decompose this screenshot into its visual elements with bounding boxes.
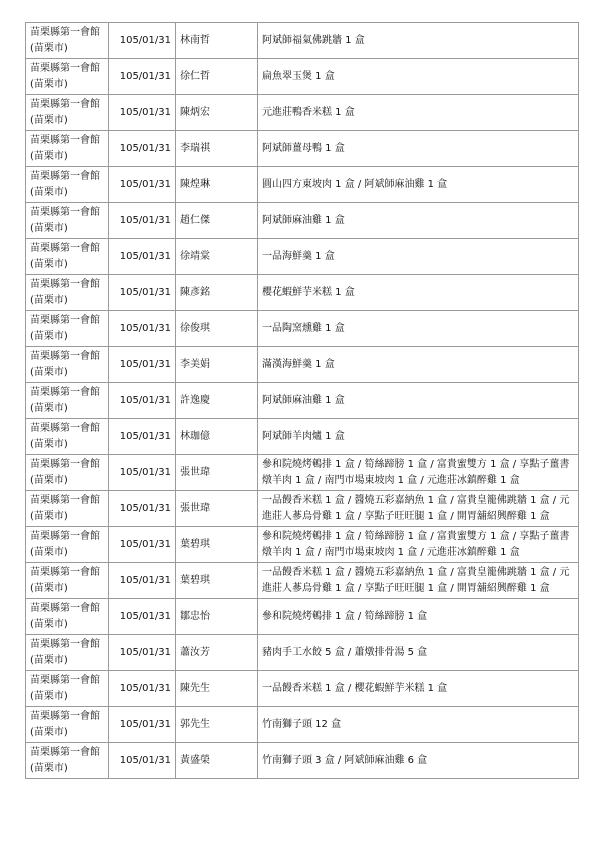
- venue-cell: [26, 275, 109, 311]
- table-row: [26, 563, 579, 599]
- venue-cell: [26, 743, 109, 779]
- date-cell: 105/01/31: [109, 527, 176, 563]
- date-cell: 105/01/31: [109, 383, 176, 419]
- order-items-cell: 阿斌師麻油雞 1 盒: [258, 203, 579, 239]
- table-row: [26, 455, 579, 491]
- venue-cell: [26, 347, 109, 383]
- venue-name: 苗栗縣第一會館: [30, 98, 100, 110]
- venue-cell: [26, 311, 109, 347]
- order-items-cell: 一品陶窯燻雞 1 盒: [258, 311, 579, 347]
- table-row: [26, 23, 579, 59]
- table-row: [26, 239, 579, 275]
- venue-name: 苗栗縣第一會館: [30, 386, 100, 398]
- venue-city: (苗栗市): [30, 114, 68, 126]
- customer-name-cell: 許逸慶: [176, 383, 258, 419]
- customer-name-cell: 林珈億: [176, 419, 258, 455]
- venue-cell: [26, 383, 109, 419]
- venue-name: 苗栗縣第一會館: [30, 26, 100, 38]
- venue-cell: [26, 599, 109, 635]
- venue-cell: [26, 95, 109, 131]
- customer-name-cell: 陳炳宏: [176, 95, 258, 131]
- venue-city: (苗栗市): [30, 546, 68, 558]
- venue-name: 苗栗縣第一會館: [30, 710, 100, 722]
- venue-cell: [26, 707, 109, 743]
- order-items-cell: 竹南獅子頭 12 盒: [258, 707, 579, 743]
- order-items-cell: 參和院燒烤鵪排 1 盒 / 筍絲蹄膀 1 盒 / 富貴蜜雙方 1 盒 / 享點子薑書燉羊肉 1 盒 / 南門市場東坡肉 1 盒 / 元進莊冰鎮醉雞 1 盒: [258, 527, 579, 563]
- table-row: [26, 527, 579, 563]
- venue-city: (苗栗市): [30, 402, 68, 414]
- customer-name-cell: 張世瑋: [176, 455, 258, 491]
- table-row: [26, 167, 579, 203]
- venue-city: (苗栗市): [30, 42, 68, 54]
- venue-cell: [26, 419, 109, 455]
- date-cell: 105/01/31: [109, 167, 176, 203]
- date-cell: 105/01/31: [109, 491, 176, 527]
- venue-cell: [26, 203, 109, 239]
- order-items-cell: 阿斌師羊肉爐 1 盒: [258, 419, 579, 455]
- date-cell: 105/01/31: [109, 311, 176, 347]
- table-row: [26, 275, 579, 311]
- venue-name: 苗栗縣第一會館: [30, 674, 100, 686]
- date-cell: 105/01/31: [109, 275, 176, 311]
- order-items-cell: 阿斌師薑母鴨 1 盒: [258, 131, 579, 167]
- order-items-cell: 扁魚翠玉煲 1 盒: [258, 59, 579, 95]
- customer-name-cell: 陳彥銘: [176, 275, 258, 311]
- date-cell: 105/01/31: [109, 707, 176, 743]
- customer-name-cell: 蕭汝芳: [176, 635, 258, 671]
- venue-city: (苗栗市): [30, 366, 68, 378]
- customer-name-cell: 徐俊琪: [176, 311, 258, 347]
- table-row: [26, 635, 579, 671]
- table-row: [26, 599, 579, 635]
- date-cell: 105/01/31: [109, 743, 176, 779]
- venue-name: 苗栗縣第一會館: [30, 458, 100, 470]
- table-row: [26, 347, 579, 383]
- customer-name-cell: 徐仁哲: [176, 59, 258, 95]
- date-cell: 105/01/31: [109, 59, 176, 95]
- venue-name: 苗栗縣第一會館: [30, 350, 100, 362]
- venue-city: (苗栗市): [30, 222, 68, 234]
- order-items-cell: 一品饅香米糕 1 盒 / 醬燒五彩嘉納魚 1 盒 / 富貴皇籠佛跳牆 1 盒 / 元進莊人蔘烏骨雞 1 盒 / 享點子旺旺腿 1 盒 / 開胃舖紹興醉雞 1 盒: [258, 563, 579, 599]
- order-items-cell: 櫻花蝦鮮芋米糕 1 盒: [258, 275, 579, 311]
- table-row: [26, 419, 579, 455]
- order-items-cell: 竹南獅子頭 3 盒 / 阿斌師麻油雞 6 盒: [258, 743, 579, 779]
- date-cell: 105/01/31: [109, 455, 176, 491]
- table-row: [26, 131, 579, 167]
- table-row: [26, 95, 579, 131]
- date-cell: 105/01/31: [109, 563, 176, 599]
- table-row: [26, 743, 579, 779]
- customer-name-cell: 陳先生: [176, 671, 258, 707]
- venue-city: (苗栗市): [30, 510, 68, 522]
- customer-name-cell: 陳煌琳: [176, 167, 258, 203]
- venue-city: (苗栗市): [30, 78, 68, 90]
- order-items-cell: 阿斌師麻油雞 1 盒: [258, 383, 579, 419]
- order-items-cell: 一品海鮮羹 1 盒: [258, 239, 579, 275]
- order-items-cell: 參和院燒烤鵪排 1 盒 / 筍絲蹄膀 1 盒: [258, 599, 579, 635]
- date-cell: 105/01/31: [109, 599, 176, 635]
- venue-cell: [26, 527, 109, 563]
- order-items-cell: 一品饅香米糕 1 盒 / 醬燒五彩嘉納魚 1 盒 / 富貴皇籠佛跳牆 1 盒 / 元進莊人蔘烏骨雞 1 盒 / 享點子旺旺腿 1 盒 / 開胃舖紹興醉雞 1 盒: [258, 491, 579, 527]
- table-row: [26, 491, 579, 527]
- venue-name: 苗栗縣第一會館: [30, 206, 100, 218]
- venue-cell: [26, 455, 109, 491]
- table-row: [26, 203, 579, 239]
- venue-city: (苗栗市): [30, 762, 68, 774]
- venue-cell: [26, 635, 109, 671]
- date-cell: 105/01/31: [109, 419, 176, 455]
- table-row: [26, 707, 579, 743]
- venue-name: 苗栗縣第一會館: [30, 638, 100, 650]
- order-table: [25, 22, 579, 779]
- date-cell: 105/01/31: [109, 95, 176, 131]
- venue-cell: [26, 671, 109, 707]
- order-items-cell: 一品饅香米糕 1 盒 / 櫻花蝦鮮芋米糕 1 盒: [258, 671, 579, 707]
- venue-name: 苗栗縣第一會館: [30, 278, 100, 290]
- customer-name-cell: 黃盛榮: [176, 743, 258, 779]
- customer-name-cell: 趙仁傑: [176, 203, 258, 239]
- venue-city: (苗栗市): [30, 294, 68, 306]
- venue-name: 苗栗縣第一會館: [30, 422, 100, 434]
- venue-city: (苗栗市): [30, 582, 68, 594]
- venue-name: 苗栗縣第一會館: [30, 242, 100, 254]
- date-cell: 105/01/31: [109, 203, 176, 239]
- table-row: [26, 671, 579, 707]
- order-items-cell: 圓山四方東坡肉 1 盒 / 阿斌師麻油雞 1 盒: [258, 167, 579, 203]
- venue-cell: [26, 491, 109, 527]
- table-row: [26, 383, 579, 419]
- date-cell: 105/01/31: [109, 671, 176, 707]
- venue-cell: [26, 239, 109, 275]
- venue-city: (苗栗市): [30, 330, 68, 342]
- venue-city: (苗栗市): [30, 186, 68, 198]
- venue-city: (苗栗市): [30, 618, 68, 630]
- customer-name-cell: 葉碧琪: [176, 563, 258, 599]
- table-row: [26, 59, 579, 95]
- venue-city: (苗栗市): [30, 150, 68, 162]
- order-items-cell: 元進莊鴨香米糕 1 盒: [258, 95, 579, 131]
- venue-cell: [26, 167, 109, 203]
- customer-name-cell: 葉碧琪: [176, 527, 258, 563]
- venue-city: (苗栗市): [30, 438, 68, 450]
- venue-name: 苗栗縣第一會館: [30, 602, 100, 614]
- date-cell: 105/01/31: [109, 635, 176, 671]
- customer-name-cell: 張世瑋: [176, 491, 258, 527]
- venue-cell: [26, 59, 109, 95]
- venue-cell: [26, 563, 109, 599]
- order-items-cell: 豬肉手工水餃 5 盒 / 蕭燉排骨湯 5 盒: [258, 635, 579, 671]
- customer-name-cell: 李瑞祺: [176, 131, 258, 167]
- order-items-cell: 參和院燒烤鵪排 1 盒 / 筍絲蹄膀 1 盒 / 富貴蜜雙方 1 盒 / 享點子薑書燉羊肉 1 盒 / 南門市場東坡肉 1 盒 / 元進莊冰鎮醉雞 1 盒: [258, 455, 579, 491]
- venue-city: (苗栗市): [30, 726, 68, 738]
- table-row: [26, 311, 579, 347]
- customer-name-cell: 徐靖棠: [176, 239, 258, 275]
- venue-city: (苗栗市): [30, 258, 68, 270]
- customer-name-cell: 李美娟: [176, 347, 258, 383]
- venue-city: (苗栗市): [30, 690, 68, 702]
- venue-city: (苗栗市): [30, 654, 68, 666]
- venue-name: 苗栗縣第一會館: [30, 170, 100, 182]
- date-cell: 105/01/31: [109, 23, 176, 59]
- venue-name: 苗栗縣第一會館: [30, 62, 100, 74]
- venue-name: 苗栗縣第一會館: [30, 314, 100, 326]
- customer-name-cell: 鄒忠怡: [176, 599, 258, 635]
- customer-name-cell: 林南哲: [176, 23, 258, 59]
- order-items-cell: 滿漢海鮮羹 1 盒: [258, 347, 579, 383]
- venue-city: (苗栗市): [30, 474, 68, 486]
- venue-name: 苗栗縣第一會館: [30, 134, 100, 146]
- venue-name: 苗栗縣第一會館: [30, 494, 100, 506]
- customer-name-cell: 郭先生: [176, 707, 258, 743]
- venue-name: 苗栗縣第一會館: [30, 530, 100, 542]
- order-table-body: [26, 23, 579, 779]
- order-items-cell: 阿斌師福氣佛跳牆 1 盒: [258, 23, 579, 59]
- date-cell: 105/01/31: [109, 239, 176, 275]
- venue-name: 苗栗縣第一會館: [30, 566, 100, 578]
- date-cell: 105/01/31: [109, 347, 176, 383]
- date-cell: 105/01/31: [109, 131, 176, 167]
- venue-name: 苗栗縣第一會館: [30, 746, 100, 758]
- venue-cell: [26, 131, 109, 167]
- venue-cell: [26, 23, 109, 59]
